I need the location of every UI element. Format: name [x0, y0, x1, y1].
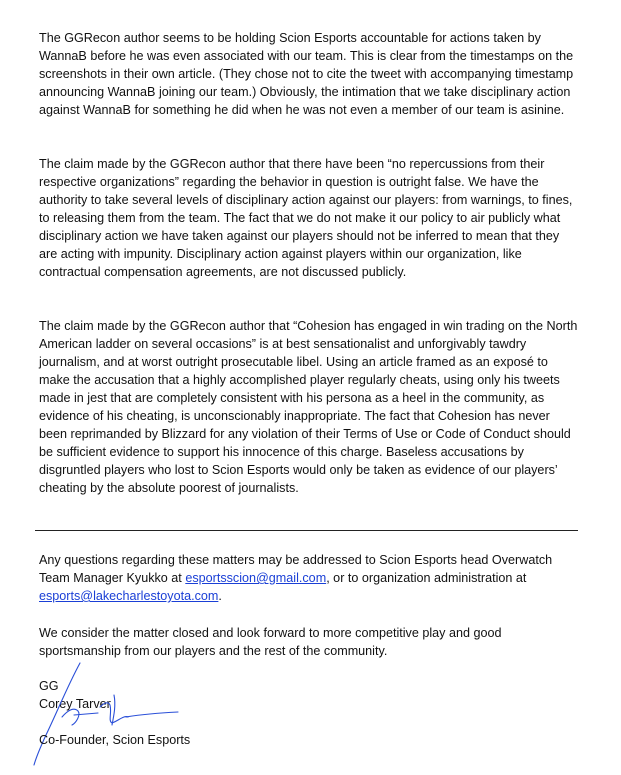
paragraph-contact	[39, 551, 579, 605]
closing-gg: GG	[39, 679, 59, 693]
email-link-esportsscion[interactable]: esportsscion@gmail.com	[185, 571, 327, 585]
contact-text-after: .	[218, 589, 222, 603]
signer-title: Co-Founder, Scion Esports	[39, 733, 191, 747]
paragraph-closing: We consider the matter closed and look forward to more competitive play and good sportsmanship from our players and the rest of the community.	[39, 626, 502, 658]
contact-text-before: Any questions regarding these matters may be addressed to Scion Esports head Overwatch Team Manager Kyukko at	[39, 553, 553, 585]
paragraph-repercussions-claim: The claim made by the GGRecon author that there have been “no repercussions from their respective organizations” regarding the behavior in question is outright false. We have the authority to take several levels of disciplinary action against our players: from warnings, to fines, to releasing them from the team. The fact that we do not make it our policy to air publicly what disciplinary action we have taken against our players should not be inferred to mean that they are acting with impunity. Disciplinary action against players within our organization, like contractual compensation agreements, are not discussed publicly.	[39, 157, 573, 279]
paragraph-win-trading-claim: The claim made by the GGRecon author that “Cohesion has engaged in win trading on the North American ladder on several occasions” is at best sensationalist and unforgivably tawdry journalism, and at worst outright prosecutable libel. Using an article framed as an exposé to make the accusation that a highly accomplished player regularly cheats, using only his tweets made in jest that are completely consistent with his persona as a heel in the community, as evidence of his cheating, is unconscionably inappropriate. The fact that Cohesion has never been reprimanded by Blizzard for any violation of their Terms of Use or Code of Conduct should be sufficient evidence to support his innocence of this charge. Baseless accusations by disgruntled players who lost to Scion Esports would only be taken as evidence of our players’ cheating by the absolute poorest of journalists.	[39, 319, 578, 495]
email-link-lakecharlestoyota[interactable]: esports@lakecharlestoyota.com	[39, 589, 219, 603]
paragraph-author-accountability: The GGRecon author seems to be holding Scion Esports accountable for actions taken by WannaB before he was even associated with our team. This is clear from the timestamps on the screenshots in their own article. (They chose not to cite the tweet with accompanying timestamp announcing WannaB joining our team.) Obviously, the intimation that we take disciplinary action against WannaB for something he did when he was not even a member of our team is asinine.	[39, 31, 574, 117]
handwritten-signature	[28, 655, 191, 770]
signer-name: Corey Tarver	[39, 697, 111, 711]
contact-text-middle: , or to organization administration at	[326, 571, 527, 585]
section-divider	[35, 530, 578, 531]
